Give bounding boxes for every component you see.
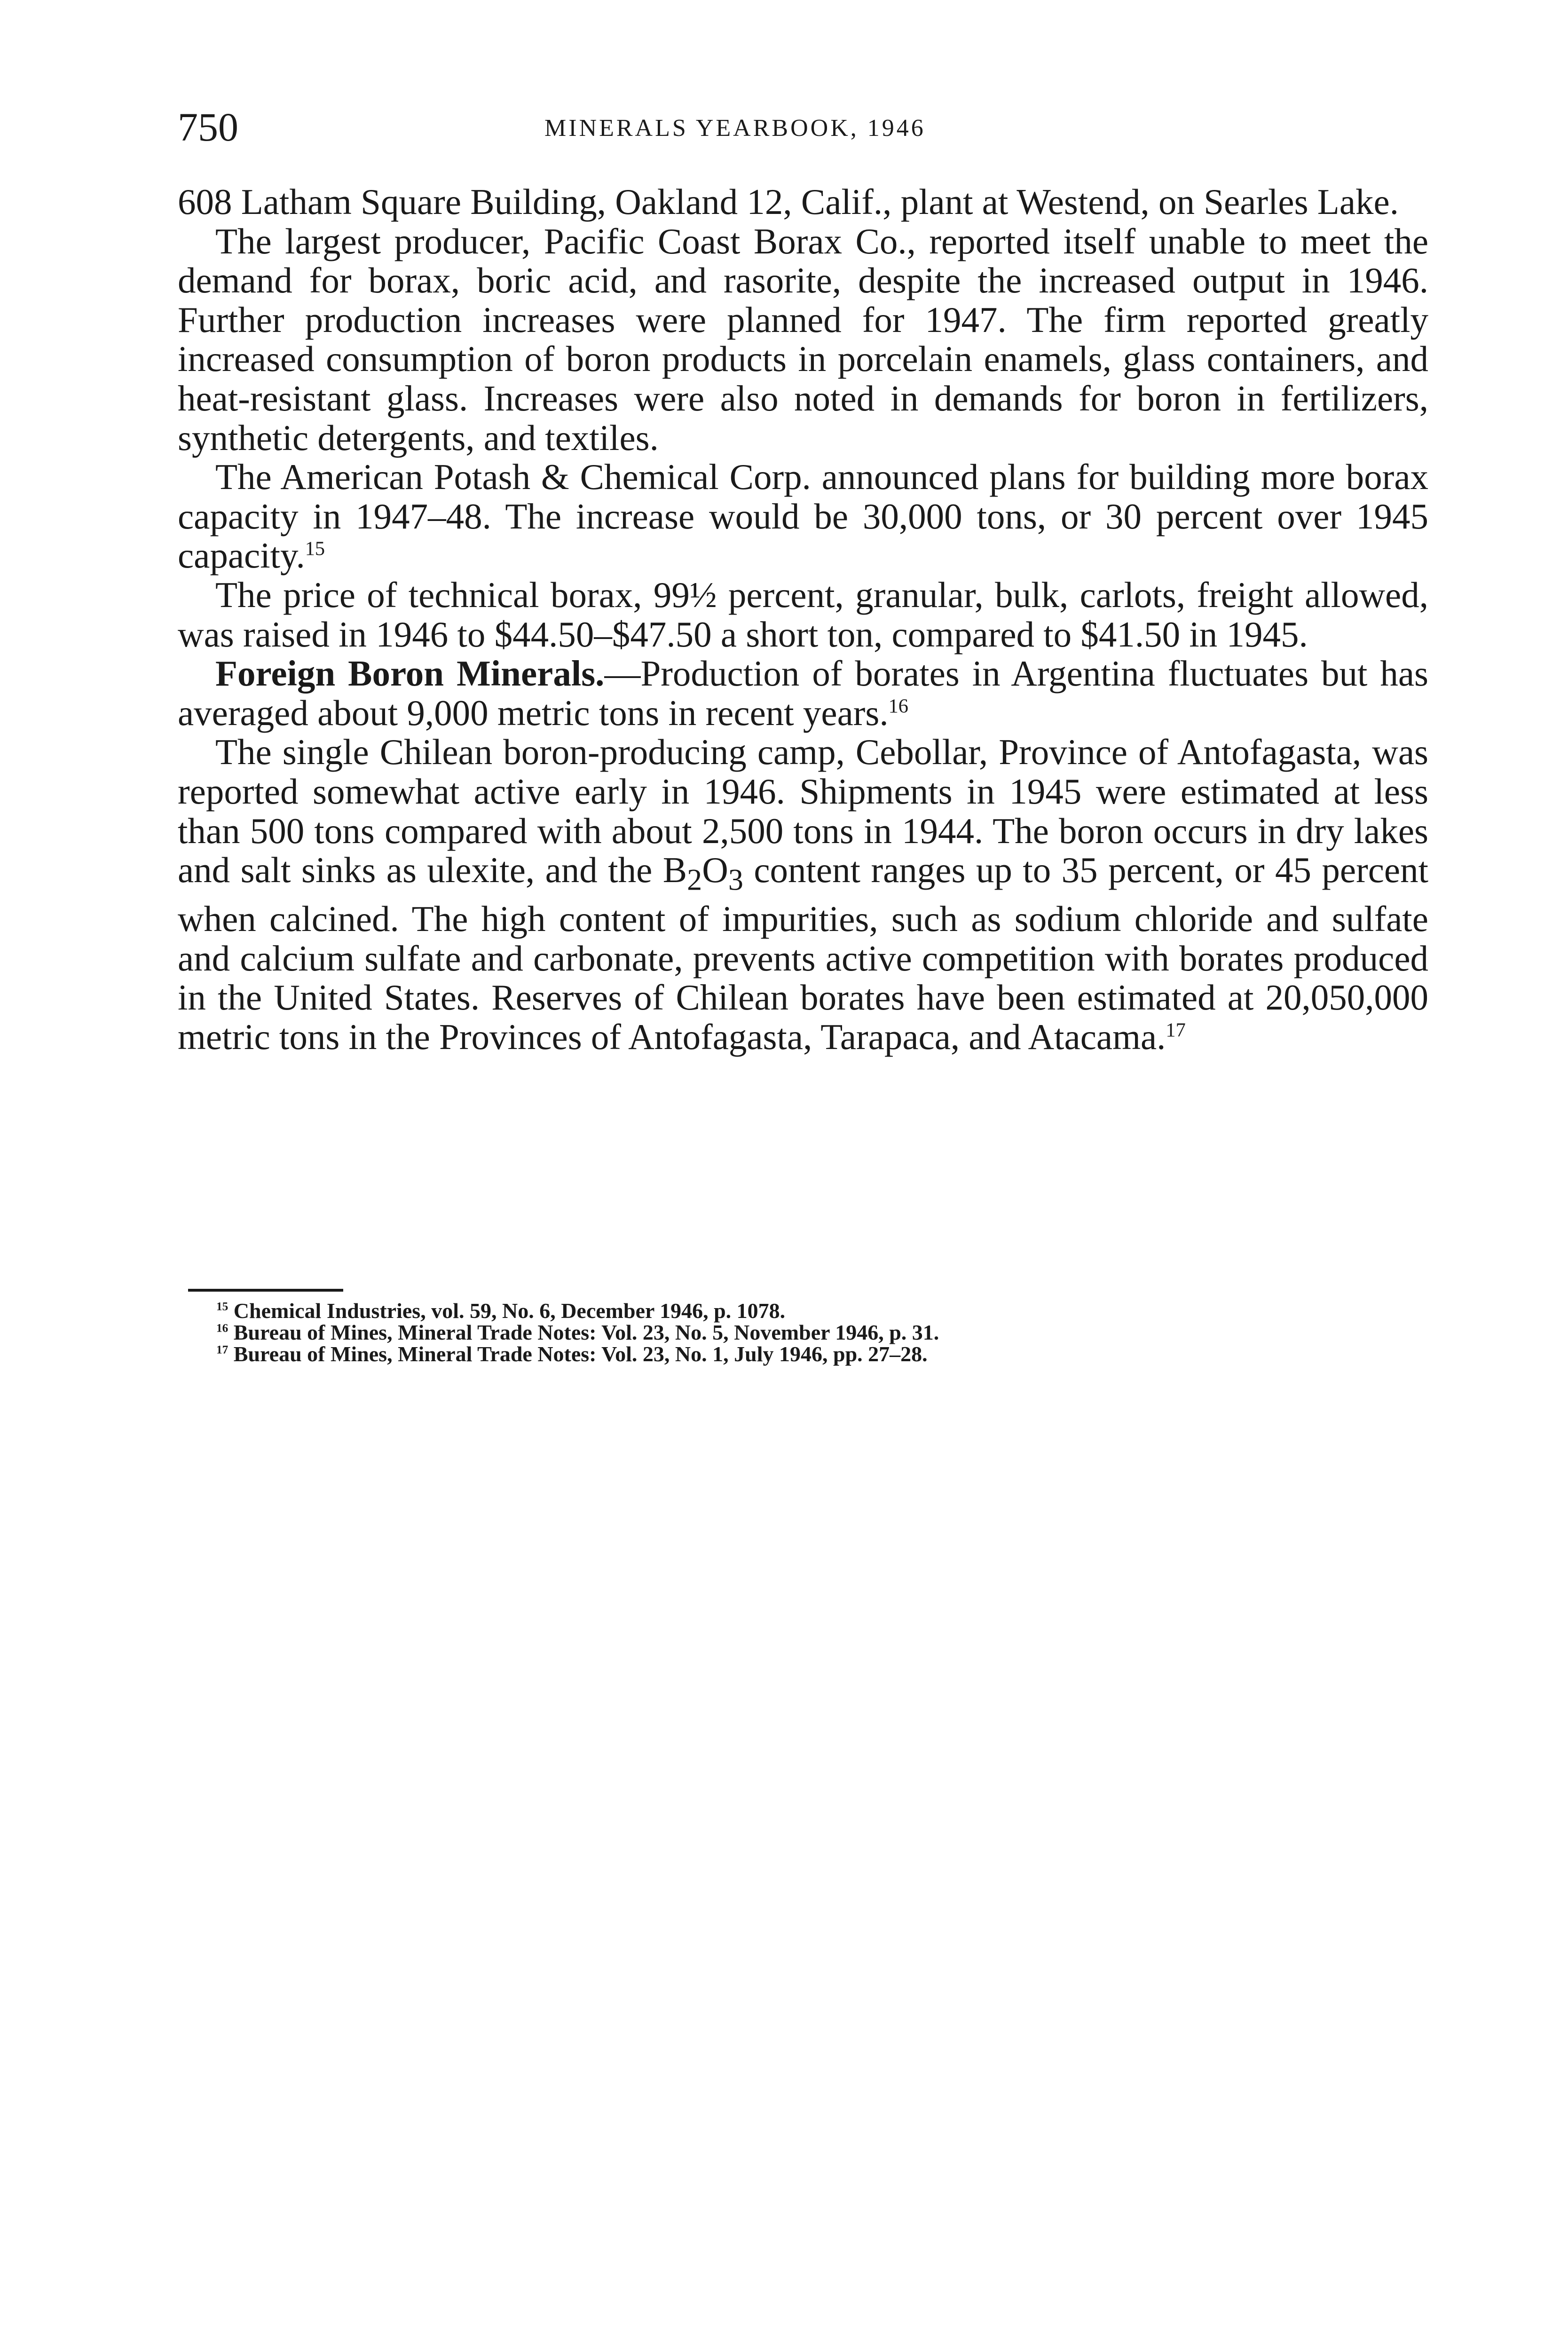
paragraph-text: 608 Latham Square Building, Oakland 12, Calif., plant at Westend, on Searles Lake.	[178, 181, 1399, 222]
footnote-ref: 15	[305, 537, 325, 560]
subscript: 2	[687, 863, 702, 897]
paragraph-text: O	[702, 850, 728, 891]
paragraph-text: content ranges up to 35 percent, or 45 percent when calcined. The high content of impurities, such as sodium chloride and sulfate and calcium sulfate and carbonate, prevents active competition with borates produced in the United States. Reserves of Chilean borates have been estimated at 20,050,000 metric tons in the Provinces of Antofagasta, Tarapaca, and Atacama.	[178, 850, 1428, 1057]
footnote-text: Bureau of Mines, Mineral Trade Notes: Vol. 23, No. 5, November 1946, p. 31.	[233, 1320, 939, 1344]
footnote-number: 15	[216, 1300, 229, 1313]
footnote-text: Chemical Industries, vol. 59, No. 6, December 1946, p. 1078.	[233, 1299, 786, 1323]
paragraph-foreign-boron-minerals	[178, 654, 1428, 733]
footnote-15	[216, 1300, 1410, 1322]
footnote-number: 16	[216, 1321, 229, 1335]
page-header	[178, 101, 1428, 158]
footnotes	[216, 1300, 1410, 1365]
paragraph-text: —Production of borates in Argentina fluctuates but has averaged about 9,000 metric tons in recent years.	[178, 653, 1428, 733]
paragraph-text: The price of technical borax, 99½ percent, granular, bulk, carlots, freight allowed, was raised in 1946 to $44.50–$47.50 a short ton, compared to $41.50 in 1945.	[178, 574, 1428, 655]
page-number: 750	[178, 104, 238, 150]
paragraph-borax-price	[178, 576, 1428, 654]
subscript: 3	[728, 863, 743, 897]
footnote-ref: 16	[888, 695, 908, 718]
paragraph-continuation	[178, 182, 1428, 222]
paragraph-text: The largest producer, Pacific Coast Borax Co., reported itself unable to meet the demand for borax, boric acid, and rasorite, despite the increased output in 1946. Further production increases were planned for 1947. The firm reported greatly increased consumption of boron products in porcelain enamels, glass containers, and heat-resistant glass. Increases were also noted in demands for boron in fertilizers, synthetic detergents, and textiles.	[178, 221, 1428, 458]
footnote-number: 17	[216, 1343, 229, 1357]
paragraph-text: The single Chilean boron-producing camp, Cebollar, Province of Antofagasta, was reported somewhat active early in 1946. Shipments in 1945 were estimated at less than 500 tons compared with about 2,500 tons in 1944. The boron occurs in dry lakes and salt sinks as ulexite, and the B	[178, 732, 1428, 891]
paragraph-chilean-boron	[178, 733, 1428, 1057]
paragraph-pacific-coast-borax	[178, 222, 1428, 458]
body-text	[178, 182, 1428, 1057]
footnote-16	[216, 1322, 1410, 1343]
footnote-ref: 17	[1166, 1019, 1186, 1041]
footnote-17	[216, 1343, 1410, 1365]
footnote-text: Bureau of Mines, Mineral Trade Notes: Vol. 23, No. 1, July 1946, pp. 27–28.	[233, 1342, 928, 1366]
paragraph-text: The American Potash & Chemical Corp. announced plans for building more borax capacity in 1947–48. The increase would be 30,000 tons, or 30 percent over 1945 capacity.	[178, 457, 1428, 576]
footnote-divider	[188, 1289, 343, 1292]
section-run-head: Foreign Boron Minerals.	[215, 653, 605, 694]
running-title: MINERALS YEARBOOK, 1946	[544, 115, 926, 142]
paragraph-american-potash	[178, 458, 1428, 576]
